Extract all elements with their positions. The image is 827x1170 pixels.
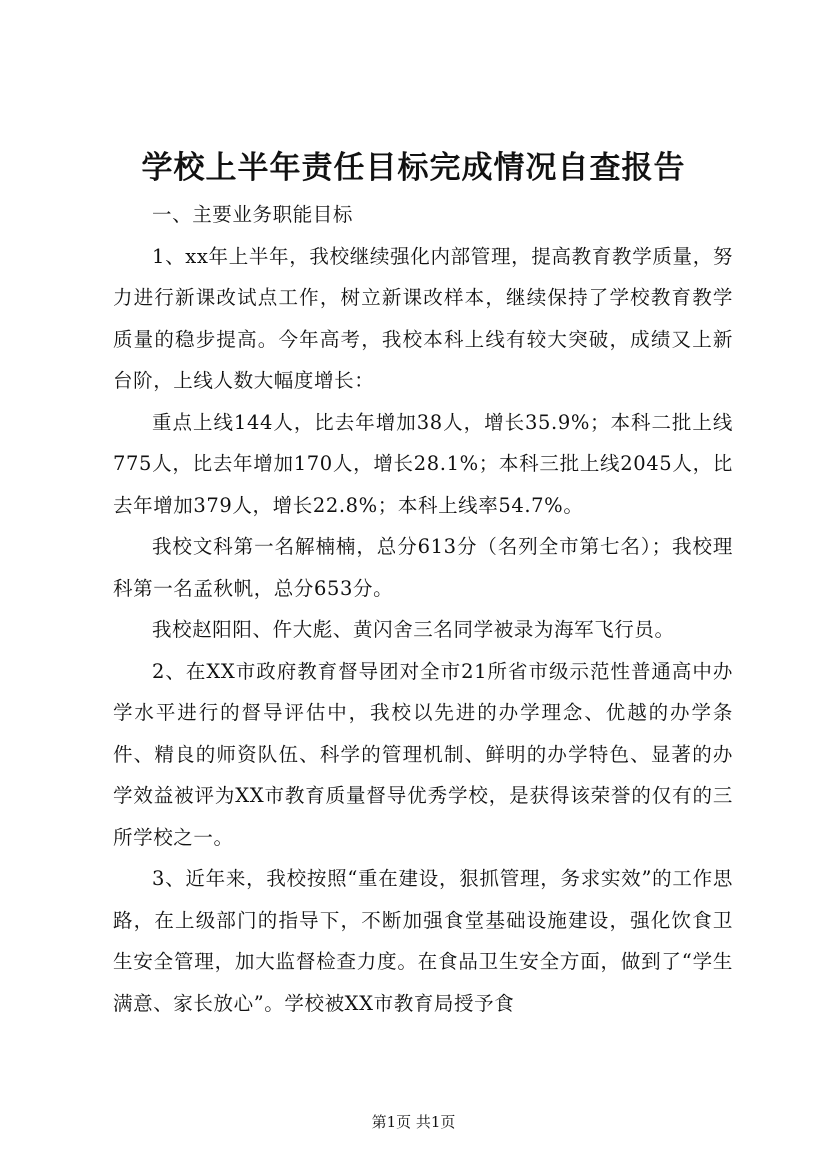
section-heading: 一、主要业务职能目标 (152, 203, 354, 226)
page-footer: 第1页 共1页 (371, 1113, 456, 1131)
document-title: 学校上半年责任目标完成情况自查报告 (141, 150, 686, 186)
paragraph-1: 1、xx年上半年，我校继续强化内部管理，提高教育教学质量，努力进行新课改试点工作，树立新课改样本，继续保持了学校教育教学质量的稳步提高。今年高考，我校本科上线有较大突破，成绩又上新台阶，上线人数大幅度增长： (113, 244, 733, 392)
paragraph-6: 3、近年来，我校按照“重在建设，狠抓管理，务求实效”的工作思路，在上级部门的指导下，不断加强食堂基础设施建设，强化饮食卫生安全管理，加大监督检查力度。在食品卫生安全方面，做到了“学生满意、家长放心”。学校被XX市教育局授予食 (113, 867, 733, 1015)
paragraph-4: 我校赵阳阳、仵大彪、黄闪舍三名同学被录为海军飞行员。 (152, 618, 675, 641)
paragraph-5: 2、在XX市政府教育督导团对全市21所省市级示范性普通高中办学水平进行的督导评估中，我校以先进的办学理念、优越的办学条件、精良的师资队伍、科学的管理机制、鲜明的办学特色、显著的办学效益被评为XX市教育质量督导优秀学校，是获得该荣誉的仅有的三所学校之一。 (113, 659, 733, 849)
paragraph-3: 我校文科第一名解楠楠，总分613分（名列全市第七名）；我校理科第一名孟秋帆，总分653分。 (113, 535, 733, 600)
document-body (113, 194, 733, 1024)
paragraph-2: 重点上线144人，比去年增加38人，增长35.9%；本科二批上线775人，比去年增加170人，增长28.1%；本科三批上线2045人，比去年增加379人，增长22.8%；本科上线率54.7%。 (113, 410, 733, 517)
